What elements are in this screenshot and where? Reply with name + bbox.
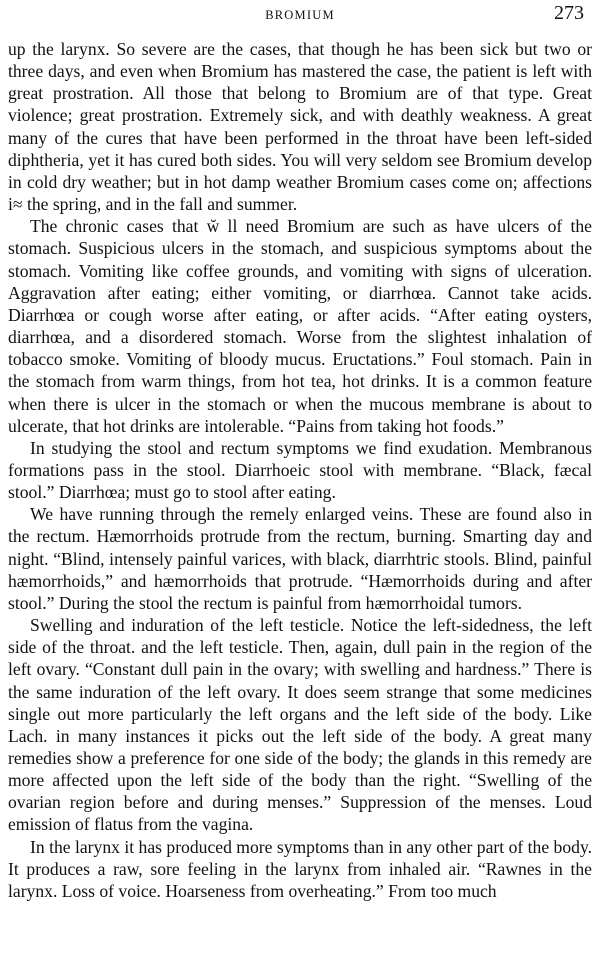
body-text <box>8 38 592 902</box>
paragraph: Swelling and induration of the left testicle. Notice the left-sidedness, the left side of the throat. and the left testicle. Then, again, dull pain in the region of the left ovary. “Constant dull pain in the ovary; with swelling and hardness.” There is the same induration of the left ovary. It does seem strange that some medicines single out more particularly the left organs and the left side of the body. Like Lach. in many instances it picks out the left side of the body. A great many remedies show a preference for one side of the body; the glands in this remedy are more affected upon the left side of the body than the right. “Swelling of the ovarian region before and during menses.” Suppression of the menses. Loud emission of flatus from the vagina. <box>8 615 592 835</box>
paragraph: In studying the stool and rectum symptoms we find exudation. Membranous formations pass in the stool. Diarrhoeic stool with membrane. “Black, fæcal stool.” Diarrhœa; must go to stool after eating. <box>8 437 592 503</box>
running-head: BROMIUM <box>265 8 335 22</box>
paragraph: up the larynx. So severe are the cases, that though he has been sick but two or three days, and even when Bromium has mastered the case, the patient is left with great prostration. All those that belong to Bromium are of that type. Great violence; great prostration. Extremely sick, and with deathly weakness. A great many of the cures that have been performed in the throat have been left-sided diphtheria, yet it has cured both sides. You will very seldom see Bromium develop in cold dry weather; but in hot damp weather Bromium cases come on; affections i≈ the spring, and in the fall and summer. <box>8 39 592 215</box>
paragraph: In the larynx it has produced more symptoms than in any other part of the body. It produces a raw, sore feeling in the larynx from inhaled air. “Rawnes in the larynx. Loss of voice. Hoarseness from overheating.” From too much <box>8 836 592 901</box>
page-header <box>8 0 592 38</box>
page-number: 273 <box>554 2 584 24</box>
paragraph: The chronic cases that w̆ ll need Bromium are such as have ulcers of the stomach. Suspicious ulcers in the stomach, and suspicious symptoms about the stomach. Vomiting like coffee grounds, and vomiting with signs of ulceration. Aggravation after eating; either vomiting, or diarrhœa. Cannot take acids. Diarrhœa or cough worse after eating, or after acids. “After eating oysters, diarrhœa, and a disordered stomach. Worse from the slightest inhalation of tobacco smoke. Vomiting of bloody mucus. Eructations.” Foul stomach. Pain in the stomach from warm things, from hot tea, hot drinks. It is a common feature when there is ulcer in the stomach or when the mucous membrane is about to ulcerate, that hot drinks are intolerable. “Pains from taking hot foods.” <box>8 216 592 436</box>
paragraph: We have running through the remely enlarged veins. These are found also in the rectum. Hæmorrhoids protrude from the rectum, burning. Smarting day and night. “Blind, intensely painful varices, with black, diarrhtric stools. Blind, painful hæmorrhoids,” and hæmorrhoids that protrude. “Hæmorrhoids during and after stool.” During the stool the rectum is painful from hæmorrhoidal tumors. <box>8 504 592 613</box>
